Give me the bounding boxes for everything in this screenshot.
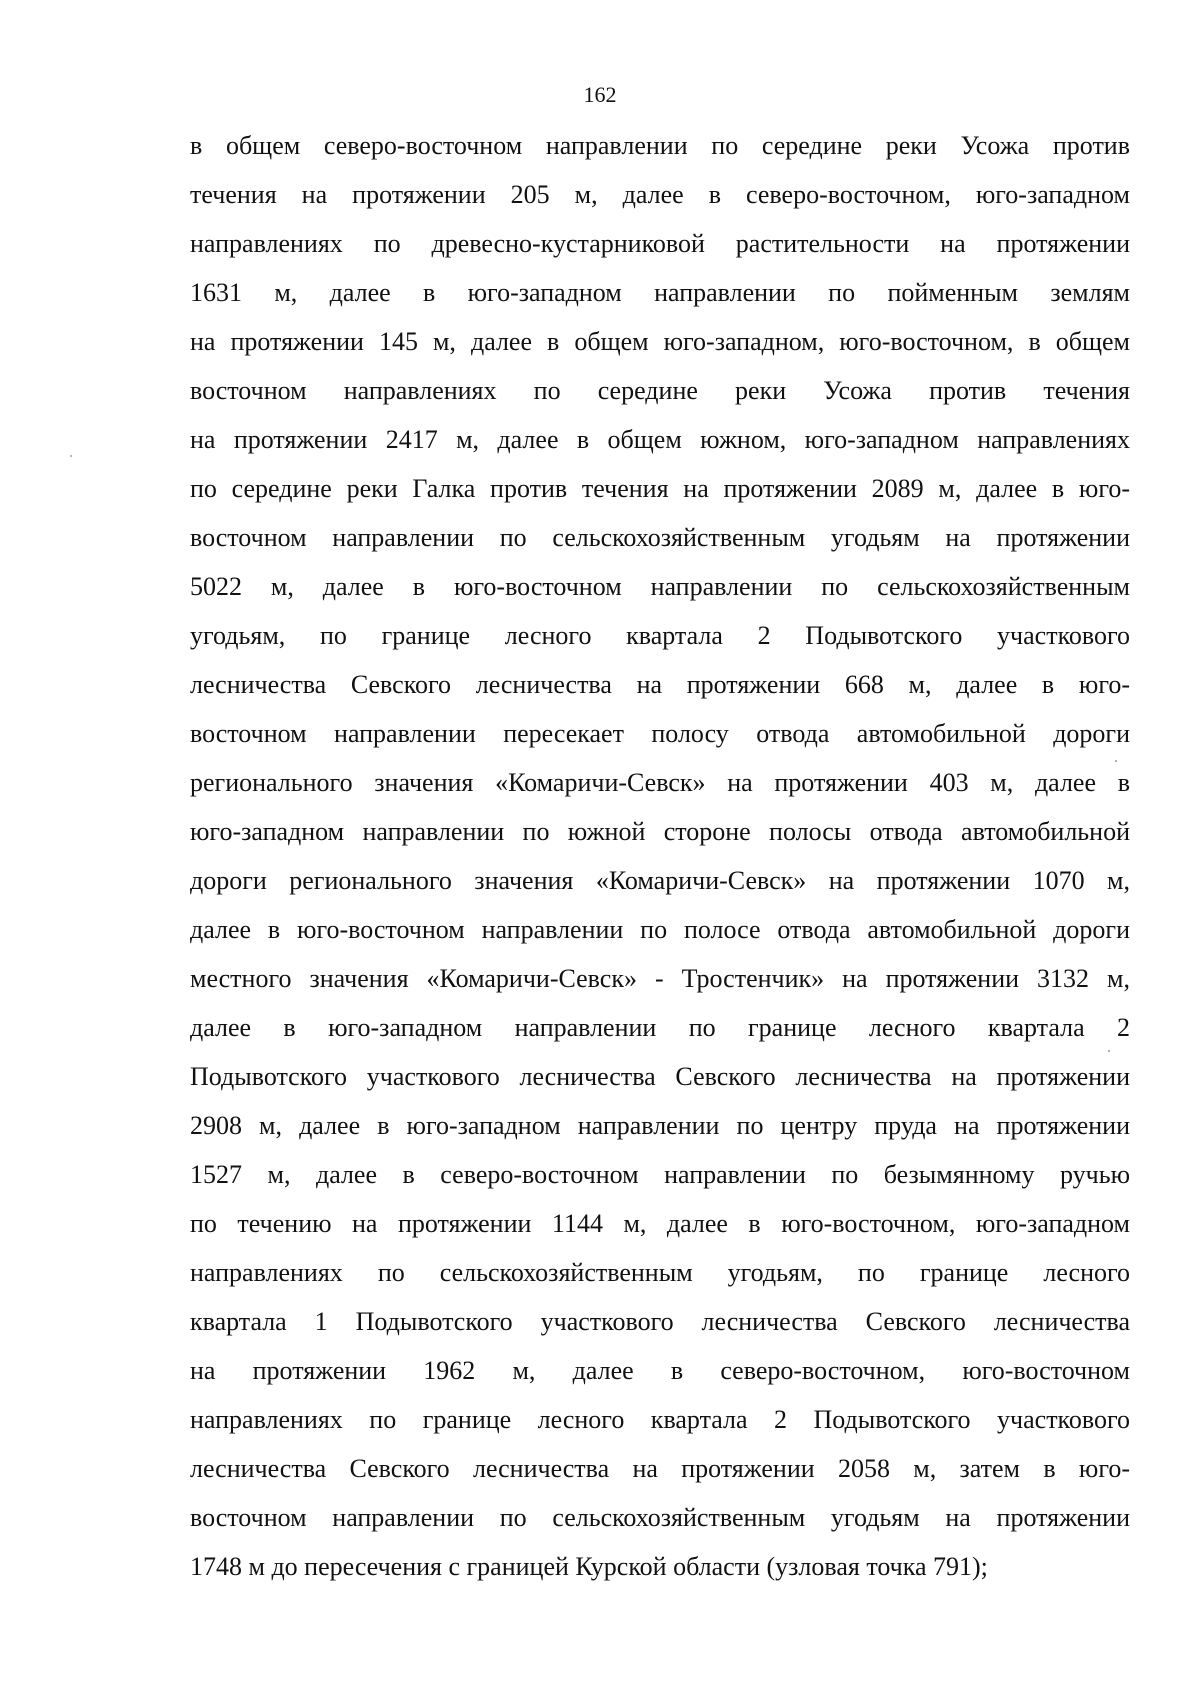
text-line: далее в юго-западном направлении по границе лесного квартала 2 bbox=[190, 1013, 1130, 1042]
text-line: угодьям, по границе лесного квартала 2 Подывотского участкового bbox=[190, 621, 1130, 650]
text-line: 5022 м, далее в юго-восточном направлении по сельскохозяйственным bbox=[190, 572, 1130, 601]
text-line: 1631 м, далее в юго-западном направлении по пойменным землям bbox=[190, 278, 1130, 307]
text-line: направлениях по границе лесного квартала 2 Подывотского участкового bbox=[190, 1405, 1130, 1434]
text-line: лесничества Севского лесничества на протяжении 668 м, далее в юго- bbox=[190, 670, 1130, 699]
text-line: на протяжении 145 м, далее в общем юго-западном, юго-восточном, в общем bbox=[190, 327, 1130, 356]
body-text bbox=[190, 121, 1130, 1591]
scan-speck bbox=[1115, 760, 1117, 762]
page-number: 162 bbox=[583, 82, 617, 107]
text-line: на протяжении 2417 м, далее в общем южном, юго-западном направлениях bbox=[190, 425, 1130, 454]
text-line: 1527 м, далее в северо-восточном направлении по безымянному ручью bbox=[190, 1160, 1130, 1189]
text-line: квартала 1 Подывотского участкового лесничества Севского лесничества bbox=[190, 1307, 1130, 1336]
text-line: течения на протяжении 205 м, далее в северо-восточном, юго-западном bbox=[190, 180, 1130, 209]
text-line: направлениях по древесно-кустарниковой растительности на протяжении bbox=[190, 229, 1130, 258]
text-line: в общем северо-восточном направлении по середине реки Усожа против bbox=[190, 131, 1130, 160]
text-line: восточном направлениях по середине реки Усожа против течения bbox=[190, 376, 1130, 405]
scan-speck bbox=[1108, 1050, 1110, 1052]
text-line: восточном направлении по сельскохозяйственным угодьям на протяжении bbox=[190, 1503, 1130, 1532]
text-line: далее в юго-восточном направлении по полосе отвода автомобильной дороги bbox=[190, 915, 1130, 944]
text-line: восточном направлении по сельскохозяйственным угодьям на протяжении bbox=[190, 523, 1130, 552]
text-line: по течению на протяжении 1144 м, далее в юго-восточном, юго-западном bbox=[190, 1209, 1130, 1238]
text-line: дороги регионального значения «Комаричи-Севск» на протяжении 1070 м, bbox=[190, 866, 1130, 895]
text-line: восточном направлении пересекает полосу отвода автомобильной дороги bbox=[190, 719, 1130, 748]
text-line: юго-западном направлении по южной стороне полосы отвода автомобильной bbox=[190, 817, 1130, 846]
text-line: по середине реки Галка против течения на протяжении 2089 м, далее в юго- bbox=[190, 474, 1130, 503]
text-line: 1748 м до пересечения с границей Курской области (узловая точка 791); bbox=[190, 1552, 988, 1581]
text-line: Подывотского участкового лесничества Севского лесничества на протяжении bbox=[190, 1062, 1130, 1091]
text-line: регионального значения «Комаричи-Севск» на протяжении 403 м, далее в bbox=[190, 768, 1130, 797]
text-line: местного значения «Комаричи-Севск» - Тростенчик» на протяжении 3132 м, bbox=[190, 964, 1130, 993]
text-line: лесничества Севского лесничества на протяжении 2058 м, затем в юго- bbox=[190, 1454, 1130, 1483]
text-line: на протяжении 1962 м, далее в северо-восточном, юго-восточном bbox=[190, 1356, 1130, 1385]
text-line: направлениях по сельскохозяйственным угодьям, по границе лесного bbox=[190, 1258, 1130, 1287]
text-line: 2908 м, далее в юго-западном направлении по центру пруда на протяжении bbox=[190, 1111, 1130, 1140]
scan-speck bbox=[70, 455, 72, 457]
